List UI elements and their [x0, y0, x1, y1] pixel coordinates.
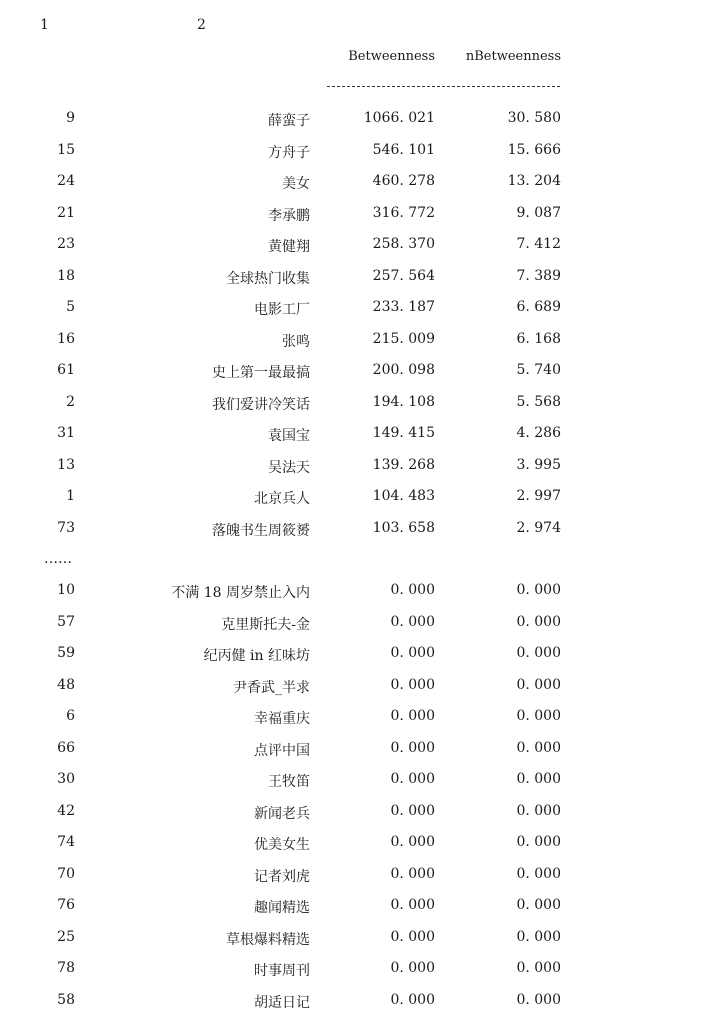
row-betweenness: 233. 187 — [372, 299, 435, 315]
table-row — [0, 331, 727, 351]
row-nbetweenness: 4. 286 — [516, 425, 561, 441]
row-betweenness: 0. 000 — [390, 614, 435, 630]
row-id: 42 — [57, 803, 75, 819]
row-name: 薛蛮子 — [268, 113, 310, 129]
row-id: 16 — [57, 331, 75, 347]
table-row — [0, 992, 727, 1012]
row-id: 5 — [66, 299, 75, 315]
row-name: 记者刘虎 — [254, 869, 310, 885]
row-id: 76 — [57, 897, 75, 913]
row-name: 黄健翔 — [268, 239, 310, 255]
row-name: 吴法天 — [268, 460, 310, 476]
row-betweenness: 0. 000 — [390, 740, 435, 756]
table-row — [0, 394, 727, 414]
row-nbetweenness: 0. 000 — [516, 708, 561, 724]
row-betweenness: 0. 000 — [390, 834, 435, 850]
row-id: 31 — [57, 425, 75, 441]
row-nbetweenness: 9. 087 — [516, 205, 561, 221]
row-betweenness: 0. 000 — [390, 866, 435, 882]
row-name: 新闻老兵 — [254, 806, 310, 822]
row-nbetweenness: 0. 000 — [516, 677, 561, 693]
table-row — [0, 740, 727, 760]
table-row — [0, 614, 727, 634]
row-betweenness: 0. 000 — [390, 677, 435, 693]
table-row — [0, 110, 727, 130]
row-betweenness: 0. 000 — [390, 645, 435, 661]
row-name: 优美女生 — [254, 837, 310, 853]
row-id: 10 — [57, 582, 75, 598]
row-nbetweenness: 0. 000 — [516, 803, 561, 819]
row-nbetweenness: 0. 000 — [516, 992, 561, 1008]
row-nbetweenness: 6. 168 — [516, 331, 561, 347]
row-name: 草根爆料精选 — [226, 932, 310, 948]
row-name: 袁国宝 — [268, 428, 310, 444]
row-name: 趣闻精选 — [254, 900, 310, 916]
row-name: 张鸣 — [282, 334, 310, 350]
row-betweenness: 258. 370 — [372, 236, 435, 252]
row-id: 30 — [57, 771, 75, 787]
row-nbetweenness: 2. 997 — [516, 488, 561, 504]
row-name: 全球热门收集 — [226, 271, 310, 287]
row-nbetweenness: 13. 204 — [507, 173, 561, 189]
row-betweenness: 200. 098 — [372, 362, 435, 378]
row-nbetweenness: 30. 580 — [507, 110, 561, 126]
row-id: 66 — [57, 740, 75, 756]
row-name: 北京兵人 — [254, 491, 310, 507]
table-row — [0, 866, 727, 886]
header-nbetweenness: nBetweenness — [465, 49, 561, 64]
row-nbetweenness: 0. 000 — [516, 960, 561, 976]
row-name: 王牧笛 — [268, 774, 310, 790]
table-row — [0, 236, 727, 256]
row-nbetweenness: 15. 666 — [507, 142, 561, 158]
row-id: 1 — [66, 488, 75, 504]
row-id: 18 — [57, 268, 75, 284]
row-id: 9 — [66, 110, 75, 126]
row-name: 克里斯托夫-金 — [221, 617, 310, 633]
row-id: 78 — [57, 960, 75, 976]
table-row — [0, 708, 727, 728]
row-id: 6 — [66, 708, 75, 724]
row-betweenness: 149. 415 — [372, 425, 435, 441]
row-nbetweenness: 5. 740 — [516, 362, 561, 378]
row-betweenness: 316. 772 — [372, 205, 435, 221]
ellipsis-separator: …… — [44, 551, 72, 567]
row-nbetweenness: 0. 000 — [516, 866, 561, 882]
row-betweenness: 0. 000 — [390, 897, 435, 913]
column-2-label: 2 — [197, 17, 206, 33]
row-name: 时事周刊 — [254, 963, 310, 979]
row-betweenness: 257. 564 — [372, 268, 435, 284]
row-id: 59 — [57, 645, 75, 661]
row-betweenness: 194. 108 — [372, 394, 435, 410]
row-betweenness: 0. 000 — [390, 803, 435, 819]
row-name: 李承鹏 — [268, 208, 310, 224]
row-name: 不满 18 周岁禁止入内 — [171, 585, 310, 601]
row-id: 61 — [57, 362, 75, 378]
row-betweenness: 103. 658 — [372, 520, 435, 536]
row-nbetweenness: 0. 000 — [516, 834, 561, 850]
row-betweenness: 546. 101 — [372, 142, 435, 158]
table-row — [0, 520, 727, 540]
table-row — [0, 960, 727, 980]
row-id: 58 — [57, 992, 75, 1008]
table-row — [0, 205, 727, 225]
row-nbetweenness: 2. 974 — [516, 520, 561, 536]
row-name: 电影工厂 — [254, 302, 310, 318]
row-nbetweenness: 3. 995 — [516, 457, 561, 473]
row-name: 点评中国 — [254, 743, 310, 759]
table-row — [0, 771, 727, 791]
row-name: 纪丙健 in 红味坊 — [203, 648, 310, 664]
table-row — [0, 897, 727, 917]
row-nbetweenness: 7. 389 — [516, 268, 561, 284]
table-row — [0, 268, 727, 288]
table-row — [0, 299, 727, 319]
row-name: 美女 — [282, 176, 310, 192]
row-name: 落魄书生周筱赟 — [212, 523, 310, 539]
row-nbetweenness: 0. 000 — [516, 929, 561, 945]
table-row — [0, 929, 727, 949]
row-id: 13 — [57, 457, 75, 473]
table-row — [0, 834, 727, 854]
row-id: 2 — [66, 394, 75, 410]
table-row — [0, 488, 727, 508]
row-name: 尹香武_半求 — [233, 680, 310, 696]
row-betweenness: 0. 000 — [390, 960, 435, 976]
row-betweenness: 215. 009 — [372, 331, 435, 347]
column-1-label: 1 — [40, 17, 49, 33]
header-betweenness: Betweenness — [348, 49, 435, 64]
row-id: 74 — [57, 834, 75, 850]
row-nbetweenness: 7. 412 — [516, 236, 561, 252]
row-id: 48 — [57, 677, 75, 693]
row-nbetweenness: 6. 689 — [516, 299, 561, 315]
row-id: 15 — [57, 142, 75, 158]
table-row — [0, 645, 727, 665]
table-row — [0, 362, 727, 382]
row-id: 57 — [57, 614, 75, 630]
row-nbetweenness: 5. 568 — [516, 394, 561, 410]
row-betweenness: 104. 483 — [372, 488, 435, 504]
row-id: 25 — [57, 929, 75, 945]
row-id: 70 — [57, 866, 75, 882]
table-row — [0, 457, 727, 477]
row-nbetweenness: 0. 000 — [516, 582, 561, 598]
row-id: 73 — [57, 520, 75, 536]
row-name: 幸福重庆 — [254, 711, 310, 727]
row-name: 方舟子 — [268, 145, 310, 161]
row-betweenness: 139. 268 — [372, 457, 435, 473]
table-row — [0, 803, 727, 823]
row-nbetweenness: 0. 000 — [516, 645, 561, 661]
row-betweenness: 1066. 021 — [363, 110, 435, 126]
row-betweenness: 0. 000 — [390, 708, 435, 724]
row-nbetweenness: 0. 000 — [516, 897, 561, 913]
row-betweenness: 460. 278 — [372, 173, 435, 189]
row-betweenness: 0. 000 — [390, 929, 435, 945]
row-id: 21 — [57, 205, 75, 221]
row-id: 23 — [57, 236, 75, 252]
row-betweenness: 0. 000 — [390, 992, 435, 1008]
table-row — [0, 142, 727, 162]
row-id: 24 — [57, 173, 75, 189]
table-row — [0, 173, 727, 193]
dashed-divider — [327, 86, 560, 87]
table-row — [0, 425, 727, 445]
row-nbetweenness: 0. 000 — [516, 740, 561, 756]
row-name: 胡适日记 — [254, 995, 310, 1011]
row-betweenness: 0. 000 — [390, 582, 435, 598]
table-row — [0, 677, 727, 697]
row-name: 史上第一最最搞 — [212, 365, 310, 381]
table-row — [0, 582, 727, 602]
row-nbetweenness: 0. 000 — [516, 771, 561, 787]
row-name: 我们爱讲冷笑话 — [212, 397, 310, 413]
row-betweenness: 0. 000 — [390, 771, 435, 787]
row-nbetweenness: 0. 000 — [516, 614, 561, 630]
